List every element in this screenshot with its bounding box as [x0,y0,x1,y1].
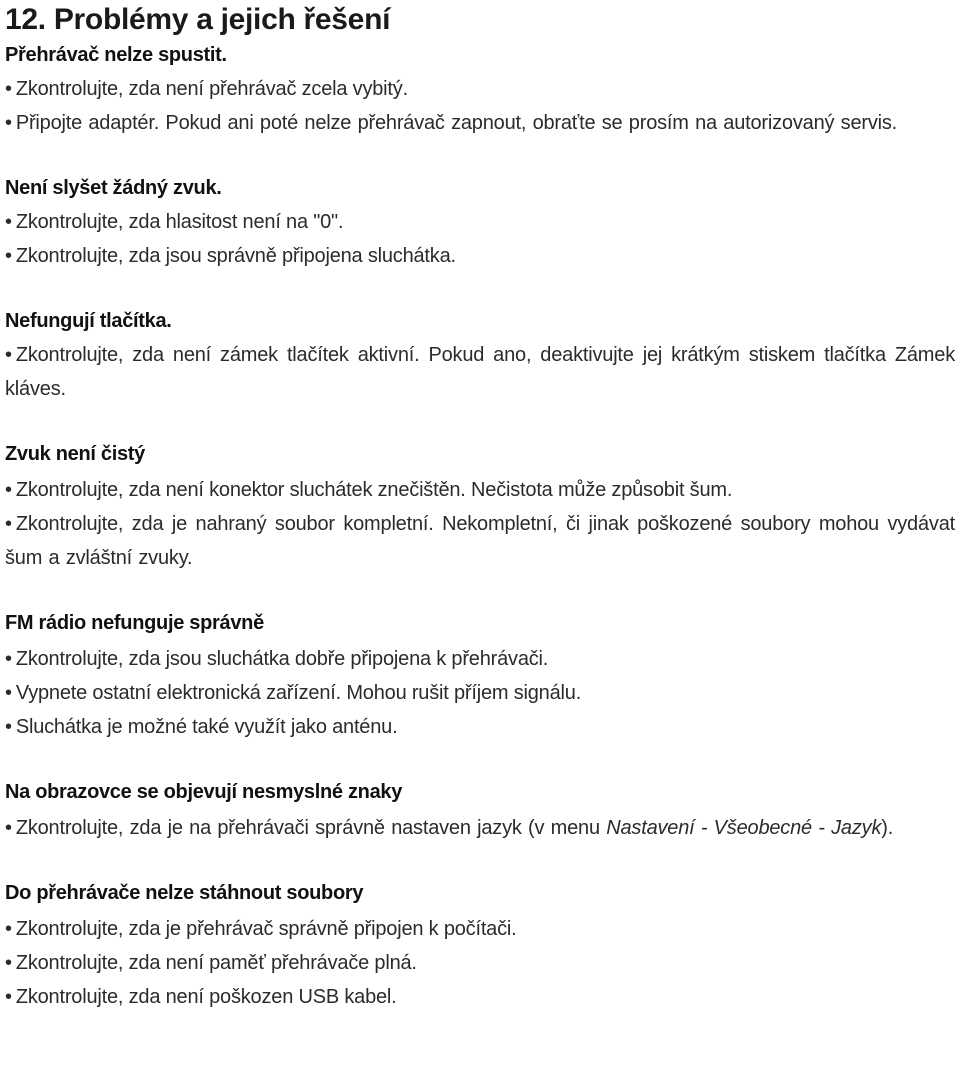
section-title: Přehrávač nelze spustit. [5,44,227,66]
bullet: • [5,112,12,134]
list-item: • Zkontrolujte, zda není přehrávač zcela vybitý. [5,78,408,100]
bullet: • [5,918,12,940]
page-title: 12. Problémy a jejich řešení [5,3,391,36]
list-item: • Zkontrolujte, zda hlasitost není na "0". [5,211,344,233]
list-item: • Zkontrolujte, zda není zámek tlačítek aktivní. Pokud ano, deaktivujte jej krátkým stiskem tlačítka Zámek kláves. [5,344,955,400]
list-item: • Vypnete ostatní elektronická zařízení. Mohou rušit příjem signálu. [5,682,582,704]
section-title: Není slyšet žádný zvuk. [5,177,222,199]
menu-path: Nastavení - Všeobecné - Jazyk [606,817,882,839]
bullet: • [5,986,12,1008]
bullet: • [5,479,12,501]
bullet: • [5,682,12,704]
bullet: • [5,211,12,233]
section-title: Zvuk není čistý [5,443,145,465]
list-item: • Zkontrolujte, zda jsou sluchátka dobře připojena k přehrávači. [5,648,549,670]
section-buttons-not-working [5,304,955,406]
list-item: • Zkontrolujte, zda není paměť přehrávače plná. [5,952,417,974]
bullet: • [5,648,12,670]
list-item: • Zkontrolujte, zda jsou správně připojena sluchátka. [5,245,456,267]
bullet: • [5,716,12,738]
section-no-sound [5,171,955,273]
section-sound-not-clear [5,437,955,575]
bullet: • [5,952,12,974]
bullet: • [5,78,12,100]
list-item: • Sluchátka je možné také využít jako anténu. [5,716,398,738]
list-item: • Zkontrolujte, zda není poškozen USB kabel. [5,986,397,1008]
section-title: Do přehrávače nelze stáhnout soubory [5,882,364,904]
bullet: • [5,513,12,535]
bullet: • [5,344,12,366]
bullet: • [5,817,12,839]
section-cannot-download [5,876,955,1014]
section-fm-radio [5,606,955,744]
list-item: • Zkontrolujte, zda je na přehrávači správně nastaven jazyk (v menu Nastavení - Všeobecné - Jazyk). [5,817,894,839]
section-player-wont-start [5,38,955,140]
section-title: Nefungují tlačítka. [5,310,172,332]
section-garbled-characters [5,775,955,845]
list-item: • Připojte adaptér. Pokud ani poté nelze přehrávač zapnout, obraťte se prosím na autorizovaný servis. [5,112,898,134]
list-item: • Zkontrolujte, zda není konektor sluchátek znečištěn. Nečistota může způsobit šum. [5,479,733,501]
section-title: FM rádio nefunguje správně [5,612,264,634]
section-title: Na obrazovce se objevují nesmyslné znaky [5,781,403,803]
list-item: • Zkontrolujte, zda je nahraný soubor kompletní. Nekompletní, či jinak poškozené soubory mohou vydávat šum a zvláštní zvuky. [5,513,955,569]
list-item: • Zkontrolujte, zda je přehrávač správně připojen k počítači. [5,918,517,940]
manual-page [5,0,955,1014]
bullet: • [5,245,12,267]
